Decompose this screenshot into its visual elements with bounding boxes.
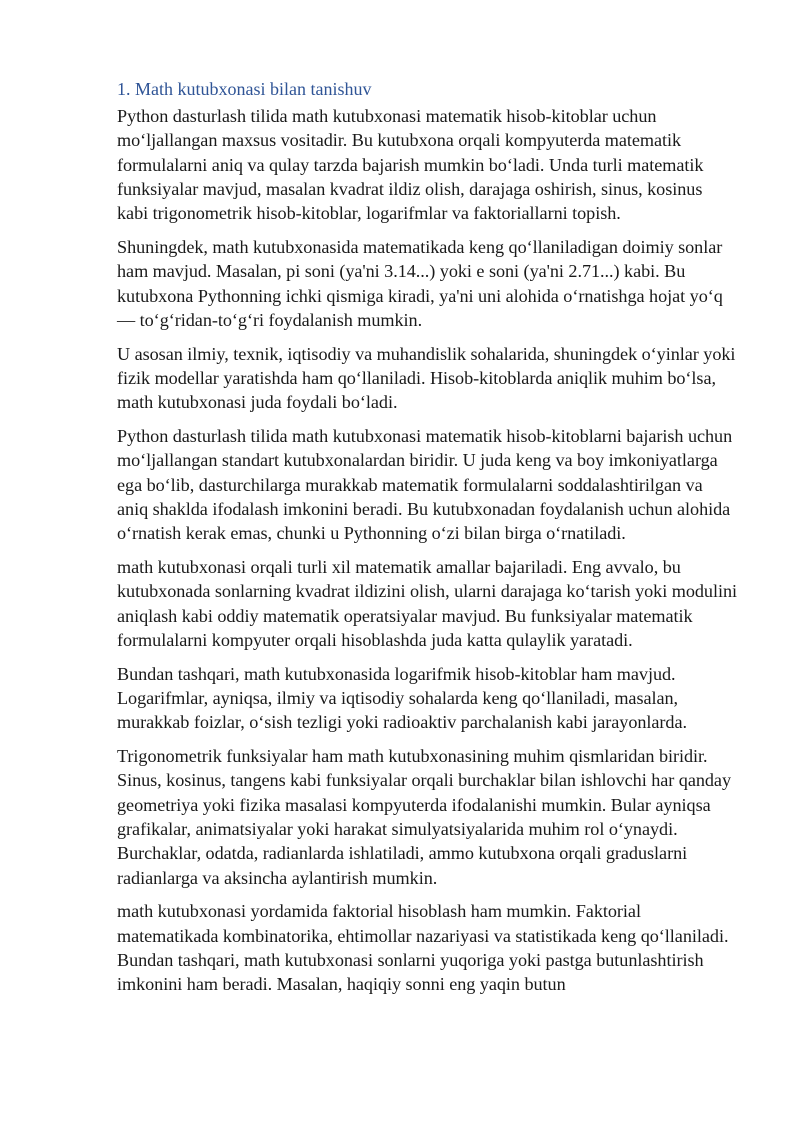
section-heading: 1. Math kutubxonasi bilan tanishuv	[117, 79, 372, 99]
paragraph: Shuningdek, math kutubxonasida matematikada keng qoʻllaniladigan doimiy sonlar ham mavjud. Masalan, pi soni (ya'ni 3.14...) yoki e soni (ya'ni 2.71...) kabi. Bu kutubxona Pythonning ichki qismiga kiradi, ya'ni uni alohida oʻrnatishga hojat yoʻq — toʻgʻridan-toʻgʻri foydalanish mumkin.	[117, 236, 723, 330]
paragraph: math kutubxonasi orqali turli xil matematik amallar bajariladi. Eng avvalo, bu kutubxonada sonlarning kvadrat ildizini olish, ularni darajaga koʻtarish yoki modulini aniqlash kabi oddiy matematik operatsiyalar mavjud. Bu funksiyalar matematik formulalarni kompyuter orqali hisoblashda juda katta qulaylik yaratadi.	[117, 557, 738, 650]
document-body	[117, 78, 737, 1006]
paragraph: Python dasturlash tilida math kutubxonasi matematik hisob-kitoblar uchun moʻljallangan maxsus vositadir. Bu kutubxona orqali kompyuterda matematik formulalarni aniq va qulay tarzda bajarish mumkin boʻladi. Unda turli matematik funksiyalar mavjud, masalan kvadrat ildiz olish, darajaga oshirish, sinus, kosinus kabi trigonometrik hisob-kitoblar, logarifmlar va faktoriallarni topish.	[117, 106, 704, 224]
paragraph: math kutubxonasi yordamida faktorial hisoblash ham mumkin. Faktorial matematikada kombinatorika, ehtimollar nazariyasi va statistikada keng qoʻllaniladi. Bundan tashqari, math kutubxonasi sonlarni yuqoriga yoki pastga butunlashtirish imkonini ham beradi. Masalan, haqiqiy sonni eng yaqin butun	[117, 901, 729, 995]
paragraph: Bundan tashqari, math kutubxonasida logarifmik hisob-kitoblar ham mavjud. Logarifmlar, ayniqsa, ilmiy va iqtisodiy sohalarda keng qoʻllaniladi, masalan, murakkab foizlar, oʻsish tezligi yoki radioaktiv parchalanish kabi jarayonlarda.	[117, 663, 687, 733]
paragraph: Python dasturlash tilida math kutubxonasi matematik hisob-kitoblarni bajarish uchun moʻljallangan standart kutubxonalardan biridir. U juda keng va boy imkoniyatlarga ega boʻlib, dasturchilarga murakkab matematik formulalarni soddalashtirilgan va aniq shaklda ifodalash imkonini beradi. Bu kutubxonadan foydalanish uchun alohida oʻrnatish kerak emas, chunki u Pythonning oʻzi bilan birga oʻrnatiladi.	[117, 426, 733, 544]
paragraph: Trigonometrik funksiyalar ham math kutubxonasining muhim qismlaridan biridir. Sinus, kosinus, tangens kabi funksiyalar orqali burchaklar bilan ishlovchi har qanday geometriya yoki fizika masalasi kompyuterda ifodalanishi mumkin. Bular ayniqsa grafikalar, animatsiyalar yoki harakat simulyatsiyalarida muhim rol oʻynaydi. Burchaklar, odatda, radianlarda ishlatiladi, ammo kutubxona orqali graduslarni radianlarga va aksincha aylantirish mumkin.	[117, 746, 731, 888]
paragraph: U asosan ilmiy, texnik, iqtisodiy va muhandislik sohalarida, shuningdek oʻyinlar yoki fizik modellar yaratishda ham qoʻllaniladi. Hisob-kitoblarda aniqlik muhim boʻlsa, math kutubxonasi juda foydali boʻladi.	[117, 343, 736, 413]
